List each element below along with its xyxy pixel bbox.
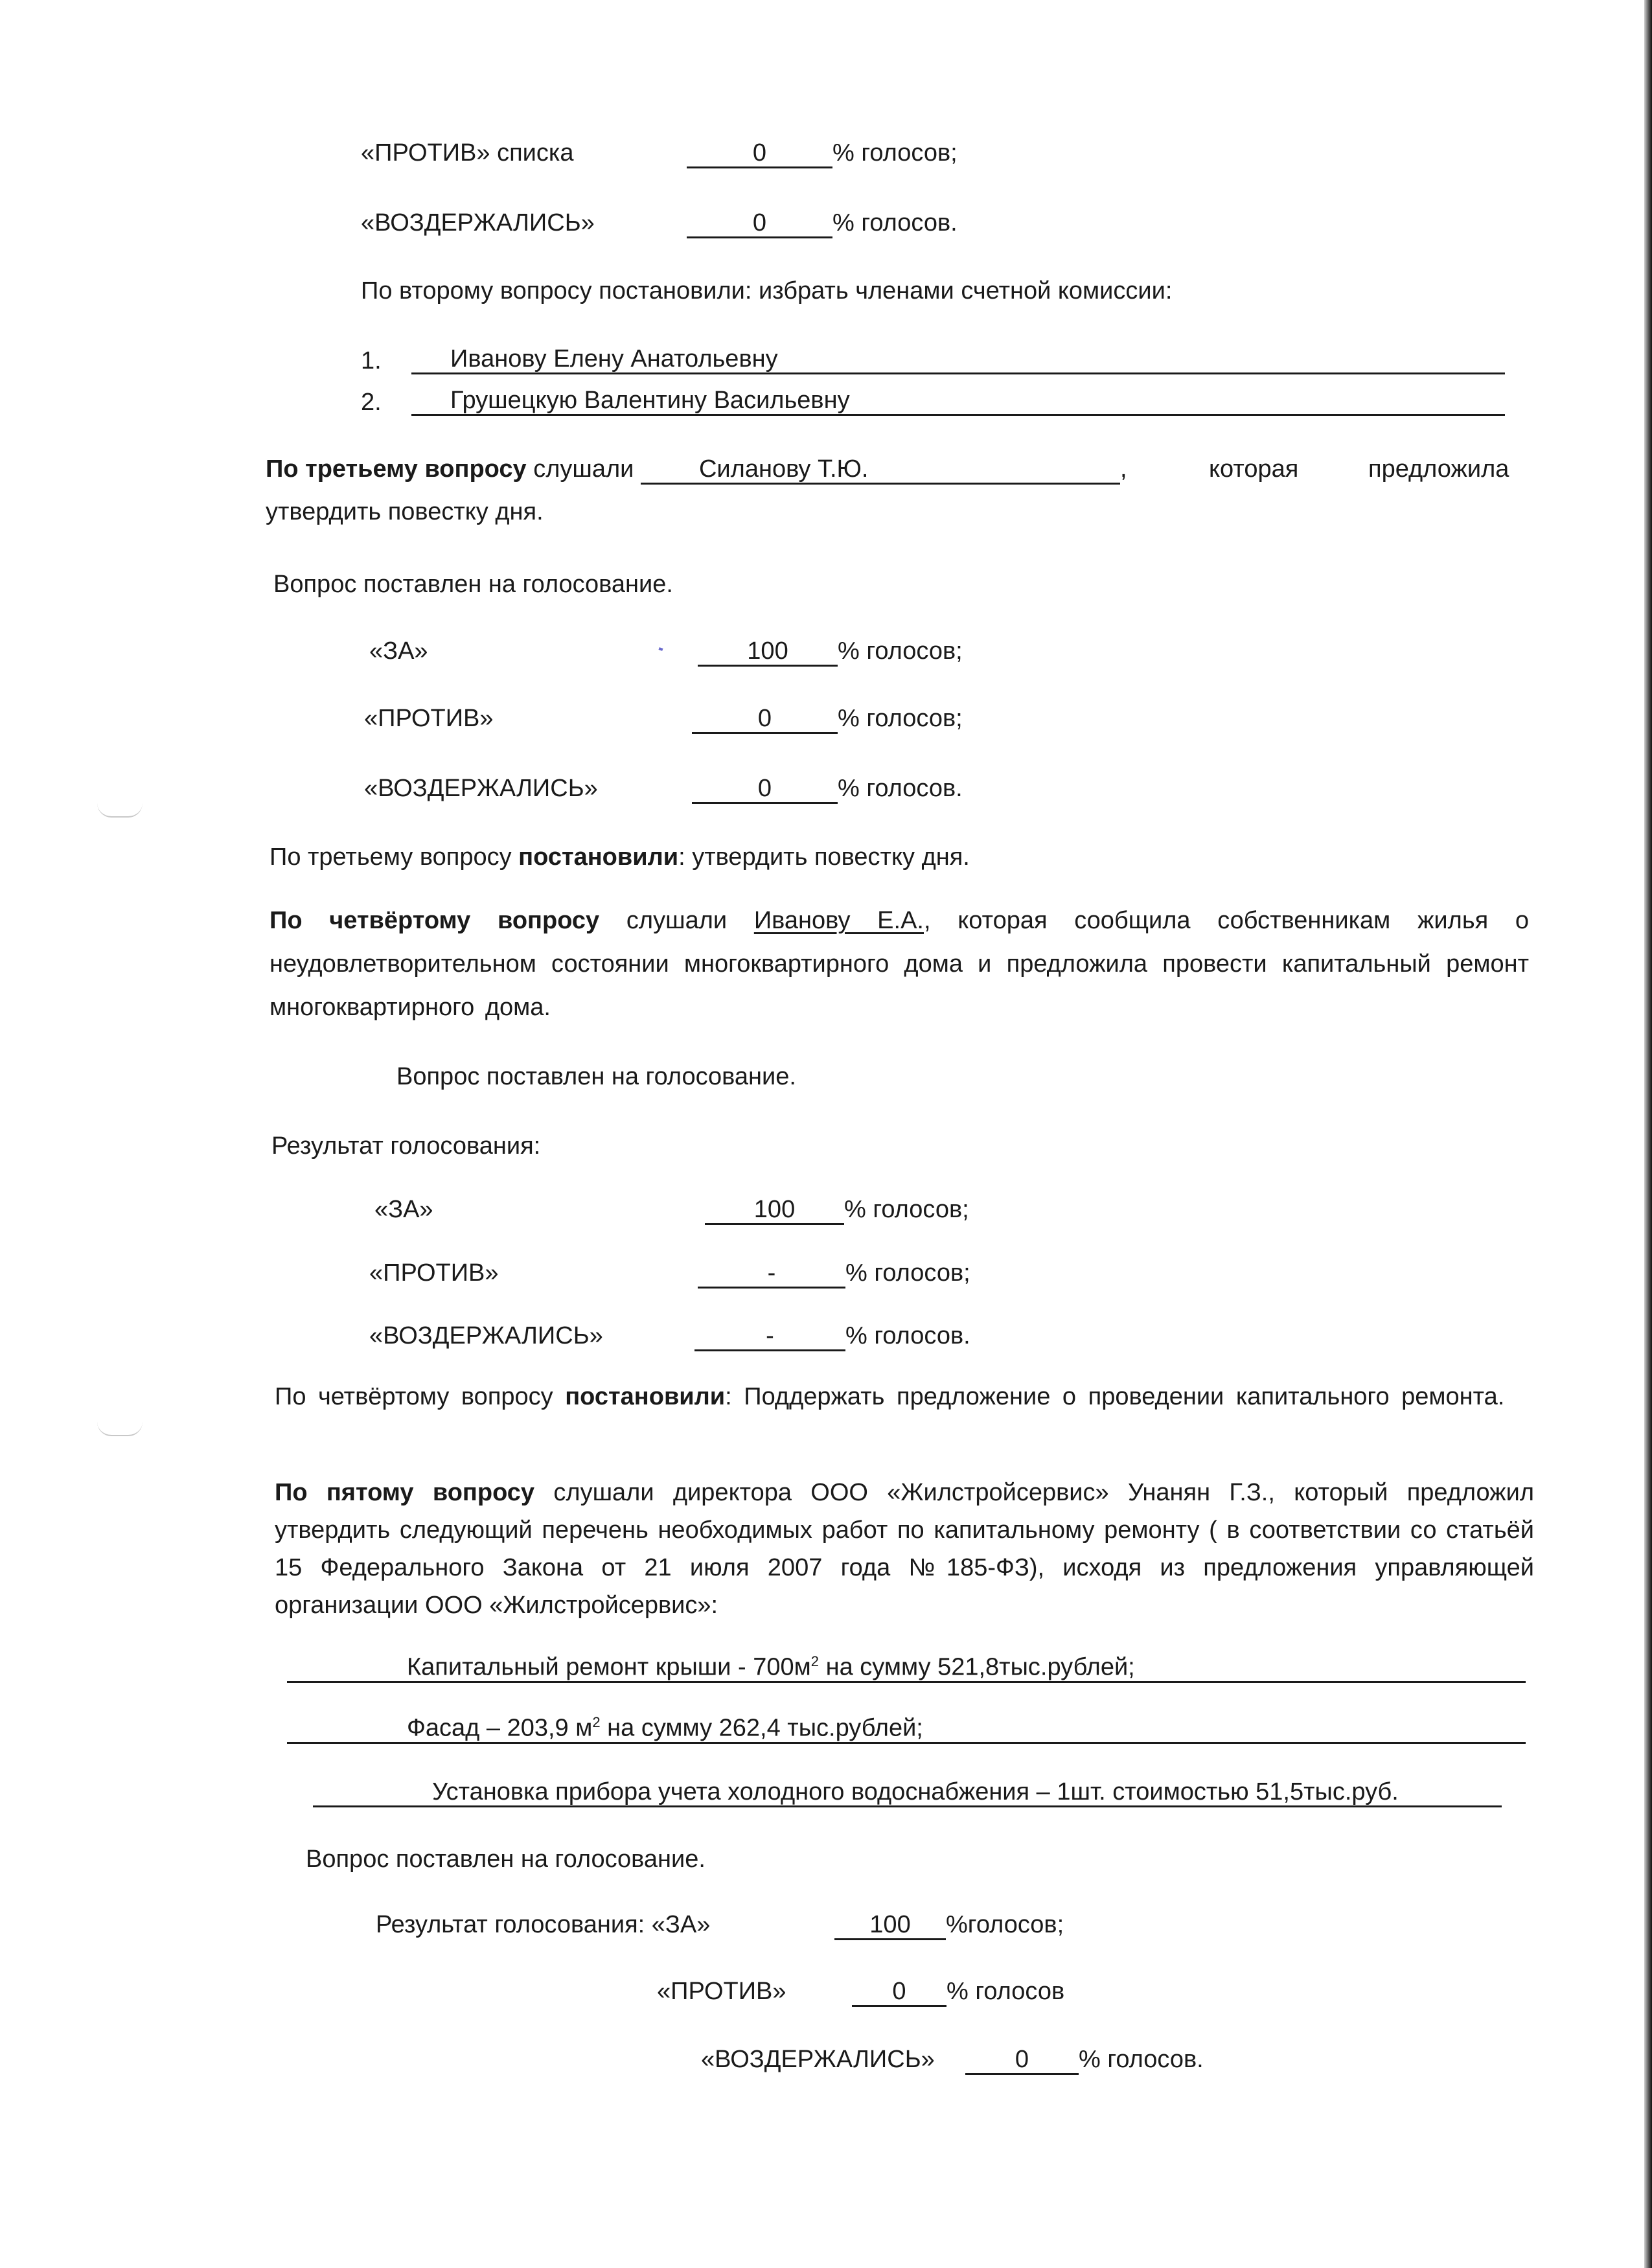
vote-value-blank: 0 — [965, 2047, 1079, 2075]
vote-value-group — [698, 1259, 970, 1289]
work-item-text: Фасад – 203,9 м — [407, 1714, 593, 1742]
vote-value-blank: 100 — [705, 1197, 844, 1225]
vote-label: «ВОЗДЕРЖАЛИСЬ» — [364, 775, 598, 802]
q3-intro-text: слушали — [533, 455, 634, 483]
vote-value-blank: 100 — [834, 1912, 946, 1940]
q4-decision — [275, 1377, 1534, 1416]
q3-tail-word: которая — [1209, 455, 1299, 483]
q3-decision — [270, 843, 970, 873]
q5-body: слушали директора ООО «Жилстройсервис» Унанян Г.З., который предложил утвердить следующий перечень необходимых работ по капитальному ремонту ( в соответствии со статьёй 15 Федерального Закона от 21 июля 2007 года №185-ФЗ), исходя из предложения управляющей организации ООО «Жилстройсервис»: — [275, 1479, 1535, 1619]
q4-speaker: Иванову Е.А. — [753, 907, 924, 934]
q4-intro-text: слушали — [626, 907, 728, 934]
vote-value-group — [834, 1910, 1064, 1940]
work-item-sup: 2 — [810, 1653, 820, 1669]
q4-put-to-vote: Вопрос поставлен на голосование. — [396, 1063, 796, 1090]
q3-tail-word: предложила — [1368, 455, 1509, 483]
vote-value-blank: 0 — [687, 211, 832, 238]
vote-value-blank: 0 — [692, 706, 838, 734]
vote-suffix: %голосов; — [946, 1911, 1064, 1938]
q4-intro-bold: По четвёртому вопросу — [270, 907, 600, 934]
punch-hole-mark — [97, 1422, 143, 1436]
q4-decision-bold: постановили — [565, 1383, 726, 1410]
work-item-water-meter — [313, 1780, 1502, 1807]
vote-value-group — [705, 1195, 969, 1225]
vote-label: «ПРОТИВ» списка — [361, 139, 574, 166]
vote-suffix: % голосов; — [832, 139, 958, 166]
q3-comma: , — [1119, 455, 1127, 483]
ink-speck — [658, 647, 663, 651]
vote-suffix: % голосов; — [838, 637, 963, 665]
vote-value-blank: - — [694, 1323, 845, 1351]
member-name: Грушецкую Валентину Васильевну — [411, 388, 1505, 416]
q3-intro — [266, 455, 1127, 485]
q5-result-label: Результат голосования: «ЗА» — [376, 1911, 711, 1938]
q4-paragraph — [270, 899, 1529, 1029]
vote-suffix: % голосов. — [845, 1322, 970, 1349]
vote-value-group — [852, 1977, 1064, 2007]
work-item-roof — [287, 1654, 1526, 1683]
vote-label: «ВОЗДЕРЖАЛИСЬ» — [369, 1322, 603, 1349]
vote-value-group — [692, 704, 963, 734]
q3-decision-bold: постановили — [518, 843, 679, 871]
scan-edge-shadow — [1644, 0, 1652, 2268]
work-item-text: на сумму 521,8тыс.рублей; — [819, 1653, 1135, 1681]
vote-value-group — [687, 139, 958, 168]
vote-value-group — [965, 2045, 1204, 2075]
q3-put-to-vote: Вопрос поставлен на голосование. — [273, 571, 673, 598]
q5-paragraph — [275, 1474, 1534, 1624]
vote-value-blank: - — [698, 1261, 845, 1289]
vote-value-group — [692, 774, 963, 804]
vote-value-group — [698, 637, 963, 667]
vote-label: «ВОЗДЕРЖАЛИСЬ» — [701, 2046, 935, 2073]
vote-suffix: % голосов. — [832, 209, 958, 236]
vote-label: «ПРОТИВ» — [657, 1978, 786, 2005]
work-item-facade — [287, 1715, 1526, 1744]
q5-put-to-vote: Вопрос поставлен на голосование. — [306, 1846, 706, 1873]
q4-body: , которая сообщила собственникам жилья о неудовлетворительном состоянии многоквартирного дома и предложила провести капитальный ремонт многоквартирного дома. — [270, 907, 1530, 1021]
work-item-text: на сумму 262,4 тыс.рублей; — [600, 1714, 923, 1742]
q3-decision-post: : утвердить повестку дня. — [678, 843, 970, 871]
vote-suffix: % голосов — [946, 1978, 1065, 2005]
vote-label: «ЗА» — [369, 637, 428, 665]
punch-hole-mark — [97, 803, 143, 818]
vote-value-group — [694, 1322, 970, 1351]
vote-label: «ЗА» — [374, 1196, 433, 1223]
q3-intro-line2: утвердить повестку дня. — [266, 498, 544, 525]
vote-label: «ВОЗДЕРЖАЛИСЬ» — [361, 209, 595, 236]
vote-suffix: % голосов; — [845, 1259, 970, 1287]
member-number: 1. — [361, 347, 382, 374]
work-item-sup: 2 — [592, 1714, 601, 1730]
work-item-text: Установка прибора учета холодного водоснабжения – 1шт. стоимостью 51,5тыс.руб. — [432, 1778, 1399, 1805]
vote-value-group — [687, 209, 958, 238]
vote-value-blank: 0 — [687, 141, 832, 168]
q4-decision-post: : Поддержать предложение о проведении капитального ремонта. — [725, 1383, 1505, 1410]
vote-row-against — [361, 139, 573, 168]
q4-result-label: Результат голосования: — [271, 1132, 541, 1160]
vote-value-blank: 100 — [698, 639, 838, 667]
work-item-text: Капитальный ремонт крыши - 700м — [407, 1653, 811, 1681]
vote-suffix: % голосов. — [1079, 2046, 1204, 2073]
vote-value-blank: 0 — [692, 776, 838, 804]
vote-suffix: % голосов; — [844, 1196, 969, 1223]
q2-decision: По второму вопросу постановили: избрать членами счетной комиссии: — [361, 277, 1173, 304]
vote-suffix: % голосов; — [838, 705, 963, 732]
vote-label: «ПРОТИВ» — [369, 1259, 499, 1287]
q3-speaker: Силанову Т.Ю. — [641, 457, 1120, 485]
q3-decision-pre: По третьему вопросу — [270, 843, 512, 871]
member-name: Иванову Елену Анатольевну — [411, 347, 1505, 374]
vote-value-blank: 0 — [852, 1979, 946, 2007]
vote-row-abstained — [361, 209, 595, 238]
q5-intro-bold: По пятому вопросу — [275, 1479, 535, 1506]
vote-suffix: % голосов. — [838, 775, 963, 802]
q4-decision-pre: По четвёртому вопросу — [275, 1383, 553, 1410]
member-number: 2. — [361, 389, 382, 416]
vote-label: «ПРОТИВ» — [364, 705, 494, 732]
q3-intro-bold: По третьему вопросу — [266, 455, 527, 483]
